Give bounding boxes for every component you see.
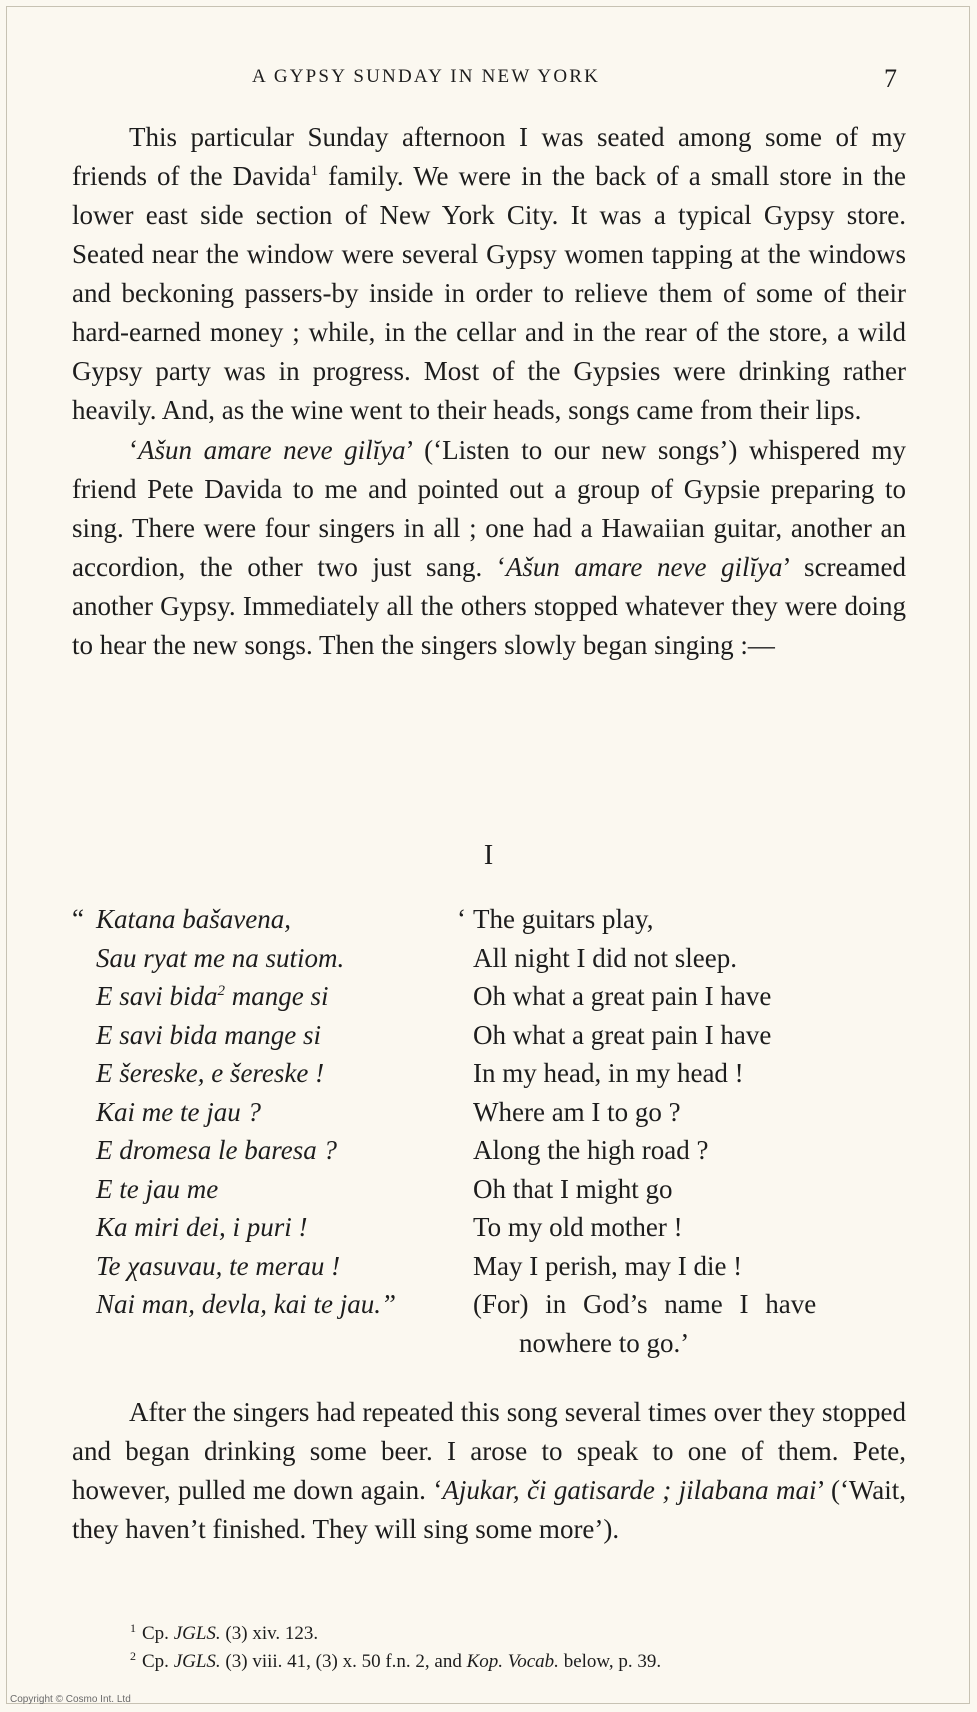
paragraph-3-text-b: ’ (‘Wait, they haven’t finished. They will sing some more’). — [72, 1475, 906, 1544]
paragraph-3 — [72, 1393, 906, 1549]
footnote-text: (3) viii. 41, (3) x. 50 f.n. 2, and — [220, 1651, 467, 1672]
footnote-ref-2: 2 — [217, 983, 225, 999]
footnote-text: (3) xiv. 123. — [220, 1623, 319, 1644]
english-line: Where am I to go ? — [473, 1096, 681, 1127]
english-line: Along the high road ? — [473, 1135, 709, 1165]
footnote-text: Cp. — [142, 1623, 174, 1644]
romani-line: E dromesa le baresa ? — [96, 1135, 337, 1165]
copyright-notice: Copyright © Cosmo Int. Ltd — [10, 1694, 131, 1705]
romani-line — [72, 977, 452, 1016]
romani-line: Nai man, devla, kai te jau.” — [96, 1289, 396, 1319]
romani-line: E šereske, e šereske ! — [96, 1058, 325, 1088]
footnote-journal: JGLS. — [173, 1623, 221, 1644]
romani-phrase-1: Ašun amare neve gilĭya — [138, 435, 406, 465]
english-line — [457, 900, 907, 939]
romani-line: Kai me te jau ? — [96, 1096, 261, 1127]
english-line: Oh what a great pain I have — [473, 981, 772, 1011]
english-line: To my old mother ! — [473, 1212, 683, 1242]
open-quote: ‘ — [129, 435, 138, 465]
english-line: In my head, in my head ! — [473, 1058, 744, 1088]
english-line: Oh that I might go — [473, 1173, 673, 1204]
paragraph-2-text-a: ’ (‘Listen to our new songs’) whispered my friend Pete Davida to me and pointed out a group of Gypsie preparing to sing. There were four singers in all ; one had a Hawaiian guitar, another an accordion, the other two just sang. ‘ — [72, 435, 906, 582]
footnote-journal: JGLS. — [173, 1651, 221, 1672]
paragraph-2-text-b: ’ screamed another Gypsy. Immediately all the others stopped whatever they were doing to hear the new songs. Then the singers slowly began singing :— — [72, 552, 906, 660]
english-line: Oh what a great pain I have — [473, 1019, 772, 1050]
english-open-quote: ‘ — [457, 904, 466, 934]
footnote-ref-1: 1 — [310, 163, 319, 179]
romani-line: Te χasuvau, te merau ! — [96, 1250, 341, 1281]
footnote-mark: 2 — [130, 1648, 136, 1663]
footnote-vocab: Kop. Vocab. — [466, 1651, 559, 1672]
english-line: All night I did not sleep. — [473, 942, 737, 973]
footnotes — [130, 1620, 890, 1676]
romani-phrase-3: Ajukar, či gatisarde ; jilabana mai — [442, 1475, 817, 1505]
paragraph-1 — [72, 118, 906, 430]
romani-line: E savi bida mange si — [96, 1019, 321, 1050]
romani-line: Ka miri dei, i puri ! — [96, 1212, 308, 1242]
english-line-text: The guitars play, — [473, 904, 654, 934]
romani-line: Sau ryat me na sutiom. — [96, 942, 345, 973]
english-line: (For) in God’s name I have — [473, 1289, 817, 1319]
paragraph-2 — [72, 431, 906, 665]
running-head: A GYPSY SUNDAY IN NEW YORK — [252, 66, 601, 87]
footnote-1 — [130, 1620, 890, 1648]
section-numeral: I — [483, 840, 494, 871]
footnote-mark: 1 — [130, 1620, 136, 1635]
footnote-text: below, p. 39. — [558, 1651, 662, 1672]
paragraph-1-text-a: This particular Sunday afternoon I was seated among some of my friends of the Davida — [72, 122, 906, 191]
romani-column — [72, 900, 452, 1324]
romani-line-text: E savi bida — [96, 981, 218, 1011]
english-column — [457, 900, 907, 1362]
paragraph-1-text-b: family. We were in the back of a small store in the lower east side section of New York City. It was a typical Gypsy store. Seated near the window were several Gypsy women tapping at the windows and beckoning passers-by inside in order to relieve them of some of their hard-earned money ; while, in the cellar and in the rear of the store, a wild Gypsy party was in progress. Most of the Gypsies were drinking rather heavily. And, as the wine went to their heads, songs came from their lips. — [72, 161, 906, 425]
romani-line-text: mange si — [225, 981, 329, 1011]
romani-line-text: Katana bašavena, — [96, 904, 291, 934]
romani-phrase-2: Ašun amare neve gilĭya — [505, 552, 783, 582]
page-number: 7 — [884, 64, 897, 93]
romani-line — [72, 900, 452, 939]
english-line: nowhere to go.’ — [519, 1327, 690, 1358]
paragraph-3-text-a: After the singers had repeated this song several times over they stopped and began drinking some beer. I arose to speak to one of them. Pete, however, pulled me down again. ‘ — [72, 1397, 906, 1505]
english-line: May I perish, may I die ! — [473, 1250, 743, 1281]
romani-line: E te jau me — [96, 1173, 219, 1204]
footnote-2 — [130, 1648, 890, 1676]
romani-open-quote: “ — [72, 904, 84, 934]
page-header — [0, 64, 977, 98]
footnote-text: Cp. — [142, 1651, 174, 1672]
